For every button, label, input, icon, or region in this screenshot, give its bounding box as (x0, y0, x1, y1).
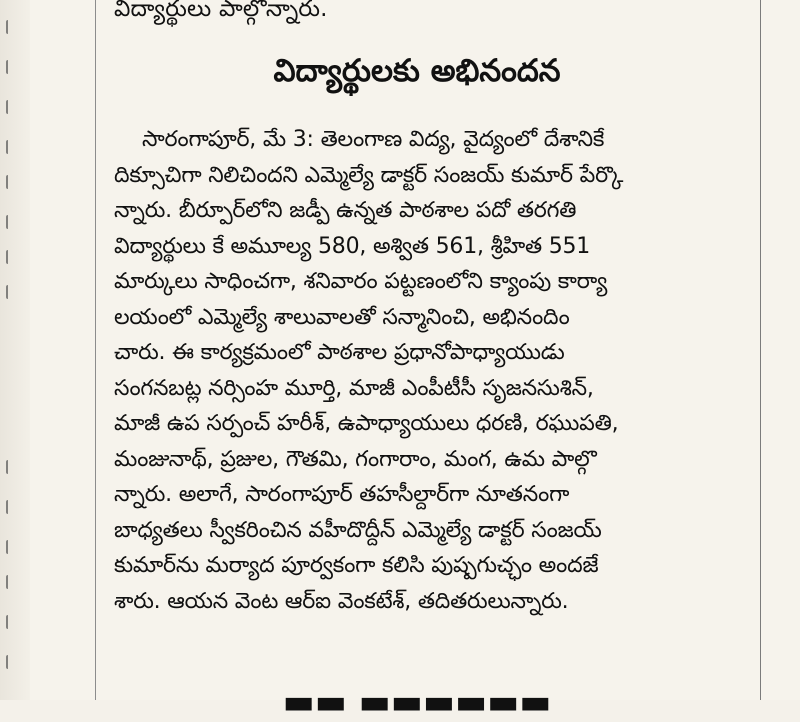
body-line: మంజునాథ్, ప్రజుల, గౌతమి, గంగారాం, మంగ, ఉమ పాల్గొ (114, 446, 597, 472)
adjacent-glyph (6, 460, 18, 474)
body-line: మాజీ ఉప సర్పంచ్ హరీశ్, ఉపాధ్యాయులు ధరణి, రఘుపతి, (114, 411, 619, 436)
adjacent-glyph (6, 615, 18, 629)
body-line: న్నారు. అలాగే, సారంగాపూర్ తహసీల్దార్‌గా నూతనంగా (114, 482, 570, 507)
body-line: సారంగాపూర్, మే 3: తెలంగాణ విద్య, వైద్యంలో దేశానికే (142, 127, 605, 152)
adjacent-glyph (6, 20, 18, 34)
body-line: కుమార్‌ను మర్యాద పూర్వకంగా కలిసి పుష్పగుచ్ఛం అందజే (114, 553, 599, 578)
body-line: శారు. ఆయన వెంట ఆర్ఐ వెంకటేశ్, తదితరులున్నారు. (114, 588, 569, 614)
article-headline: విద్యార్థులకు అభినందన (273, 53, 561, 89)
adjacent-glyph (6, 100, 18, 114)
body-line: సంగనబట్ల నర్సింహ మూర్తి, మాజీ ఎంపీటీసీ సృజనసుశిన్, (114, 375, 594, 401)
body-line: మార్కులు సాధించగా, శనివారం పట్టణంలోని క్యాంపు కార్యా (114, 269, 608, 294)
body-line: బాధ్యతలు స్వీకరించిన వహీదొద్దీన్ ఎమ్మెల్యే డాక్టర్ సంజయ్ (114, 517, 602, 543)
adjacent-glyph (6, 285, 18, 299)
adjacent-glyph (6, 540, 18, 554)
adjacent-column-edge (0, 0, 30, 700)
adjacent-glyph (6, 575, 18, 589)
adjacent-glyph (6, 215, 18, 229)
adjacent-glyph (6, 500, 18, 514)
article-body (114, 122, 720, 619)
body-line: లయంలో ఎమ్మెల్యే శాలువాలతో సన్మానించి, అభినందిం (114, 304, 570, 330)
adjacent-glyph (6, 250, 18, 264)
body-line: దిక్సూచిగా నిలిచిందని ఎమ్మెల్యే డాక్టర్ సంజయ్ కుమార్ పేర్కొ (114, 162, 624, 188)
adjacent-glyph (6, 655, 18, 669)
adjacent-glyph (6, 175, 18, 189)
next-headline-fragment: ▬▬ ▬▬▬▬▬▬ (282, 682, 552, 722)
adjacent-glyph (6, 60, 18, 74)
column-rule-left (95, 0, 96, 700)
previous-article-tail: విద్యార్థులు పాల్గొన్నారు. (114, 0, 328, 22)
body-line: న్నారు. బీర్పూర్‌లోని జడ్పీ ఉన్నత పాఠశాల పదో తరగతి (114, 198, 577, 223)
adjacent-glyph (6, 140, 18, 154)
body-line: చారు. ఈ కార్యక్రమంలో పాఠశాల ప్రధానోపాధ్యాయుడు (114, 340, 565, 365)
column-rule-right (760, 0, 761, 700)
body-line: విద్యార్థులు కే అమూల్య 580, అశ్విత 561, శ్రీహిత 551 (114, 233, 591, 259)
